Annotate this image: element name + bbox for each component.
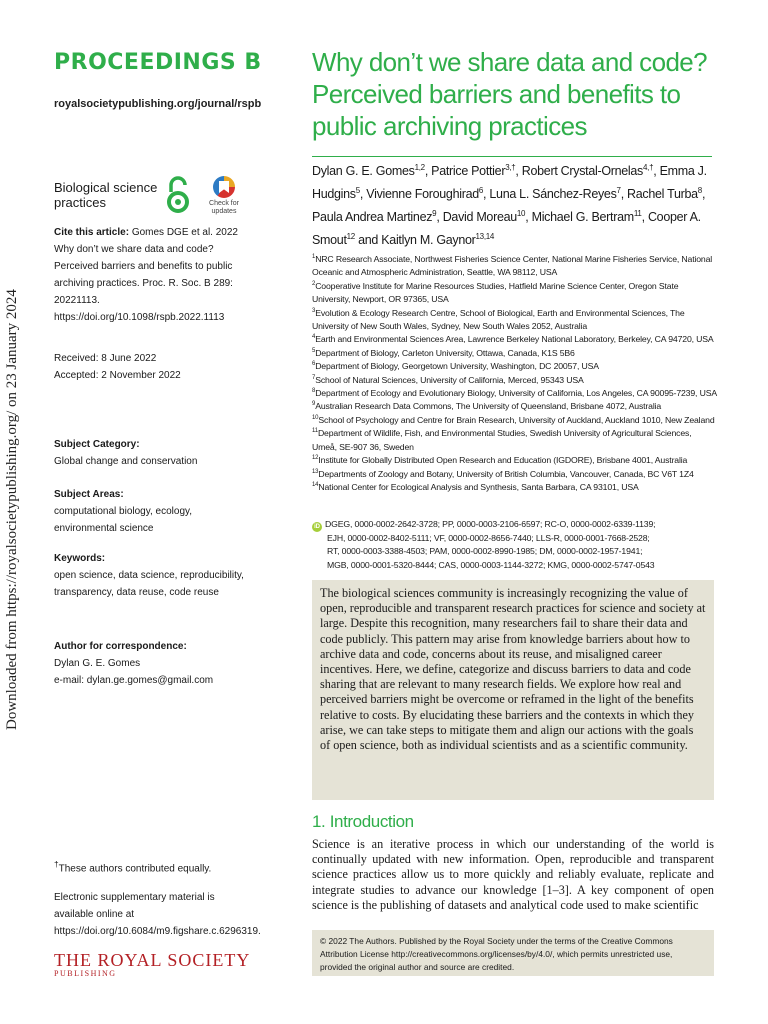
affiliation-number: 13 (312, 468, 319, 475)
subject-category (54, 436, 250, 470)
affiliation-item (312, 387, 717, 400)
check-for-updates-badge[interactable] (206, 176, 242, 216)
logo-line-1: THE ROYAL SOCIETY (54, 950, 251, 970)
affiliation-number: 14 (312, 482, 319, 489)
subject-areas-value: computational biology, ecology, environmental science (54, 506, 193, 534)
author-name-text: Cooper A. Smout (312, 210, 701, 247)
affiliation-text: Department of Biology, Carleton University, Ottawa, Canada, K1S 5B6 (315, 347, 575, 358)
author-list: Dylan G. E. Gomes$^{1,2}$, Patrice Pottier$^{3,\dagger}$, Robert Crystal-Ornelas$^{4,\dagger}$, Emma J. Hudgins$^5$, Vivienne Foroughirad$^6$, Luna L. Sánchez-Reyes$^7$, Rachel Turba$^8$, Paula Andrea Martinez$^9$, David Moreau$^{10}$, Michael G. Bertram$^{11}$, Cooper A. Smout$^{12}$ and Kaitlyn M. Gaynor$^{13,14}$ (312, 162, 707, 247)
cite-label: Cite this article: (54, 227, 130, 238)
received-date: Received: 8 June 2022 (54, 353, 157, 364)
affiliation-item (312, 307, 717, 334)
orcid-line-text[interactable]: RT, 0000-0003-3388-4503; PAM, 0000-0002-8990-1985; DM, 0000-0002-1957-1941; (327, 546, 643, 557)
author-name (312, 164, 425, 178)
author-affiliation-mark: 10 (516, 208, 526, 218)
author-name-text: Vivienne Foroughirad (366, 187, 479, 201)
author-name-text: Michael G. Bertram (531, 210, 634, 224)
orcid-icon[interactable]: iD (312, 522, 322, 532)
affiliation-text: Cooperative Institute for Marine Resources Studies, Hatfield Marine Science Center, Oregon State University, Newport, OR 97365, USA (312, 280, 679, 305)
author-name-text: Luna L. Sánchez-Reyes (489, 187, 617, 201)
author-name-text: Dylan G. E. Gomes (312, 164, 415, 178)
affiliation-item (312, 374, 717, 387)
affiliation-item (312, 360, 717, 373)
orcid-line-text[interactable]: DGEG, 0000-0002-2642-3728; PP, 0000-0003-2106-6597; RC-O, 0000-0002-6339-1139; (325, 519, 656, 529)
license-box: © 2022 The Authors. Published by the Royal Society under the terms of the Creative Commons Attribution License http://creativecommons.org/licenses/by/4.0/, which permits unrestricted use, provided the original author and source are credited. (312, 930, 714, 976)
keywords (54, 550, 250, 601)
author-affiliation-mark: 5 (355, 185, 360, 195)
affiliation-number: 12 (312, 455, 319, 462)
affiliation-text: Earth and Environmental Sciences Area, Lawrence Berkeley National Laboratory, Berkeley, CA 94720, USA (315, 334, 714, 345)
orcid-line (312, 532, 717, 545)
article-category: Biological science practices (54, 180, 158, 210)
affiliation-item (312, 253, 717, 280)
subject-areas (54, 486, 250, 537)
subject-category-label: Subject Category: (54, 439, 140, 450)
citation-block (54, 224, 250, 326)
dagger-mark: † (54, 859, 59, 869)
affiliation-text: Australian Research Data Commons, The University of Queensland, Brisbane 4072, Australia (315, 401, 662, 412)
affiliation-number: 2 (312, 280, 316, 287)
logo-line-2: PUBLISHING (54, 969, 117, 978)
author-name-text: Robert Crystal-Ornelas (521, 164, 643, 178)
orcid-line (312, 545, 717, 558)
author-affiliation-mark: 1,2 (414, 162, 425, 172)
affiliation-text: National Center for Ecological Analysis and Synthesis, Santa Barbara, CA 93101, USA (318, 481, 639, 492)
author-affiliation-mark: 8 (697, 185, 702, 195)
author-name (489, 187, 620, 201)
author-name-text: Kaitlyn M. Gaynor (381, 233, 476, 247)
affiliation-item (312, 427, 717, 454)
author-name-text: Paula Andrea Martinez (312, 210, 433, 224)
author-affiliation-mark: 11 (633, 208, 642, 218)
affiliation-item (312, 333, 717, 346)
author-name (366, 187, 483, 201)
orcid-line-text[interactable]: MGB, 0000-0001-5320-8444; CAS, 0000-0003-1144-3272; KMG, 0000-0002-5747-0543 (327, 559, 655, 570)
author-affiliation-mark: 9 (432, 208, 437, 218)
author-name (431, 164, 515, 178)
abstract-box: The biological sciences community is increasingly recognizing the value of open, reproducible and transparent research practices for science and society at large. Despite this recognition, many researchers fail to share their data and code publicly. This pattern may arise from knowledge barriers about how to archive data and code, concerns about its reuse, and misaligned career incentives. Here, we define, categorize and discuss barriers to data and code sharing that are relevant to many research fields. We explore how real and perceived barriers might be overcome or reframed in the light of the benefits relative to costs. By elucidating these barriers and the contexts in which they arise, we can take steps to mitigate them and align our actions with the goals of open science, both as individual scientists and as a scientific community. (312, 580, 714, 800)
affiliation-number: 10 (312, 414, 319, 421)
affiliation-text: Department of Wildlife, Fish, and Environmental Studies, Swedish University of Agricultural Sciences, Umeå, SE-907 36, Sweden (312, 428, 692, 452)
affiliation-text: Department of Biology, Georgetown University, Washington, DC 20057, USA (315, 361, 599, 372)
affiliations-list (312, 253, 717, 494)
author-name-text: Rachel Turba (627, 187, 698, 201)
check-for-updates-label: Check for updates (209, 200, 239, 215)
author-name (627, 187, 702, 201)
correspondence-label: Author for correspondence: (54, 641, 187, 652)
affiliation-item (312, 414, 717, 427)
author-name (532, 210, 642, 224)
author-name (312, 210, 436, 224)
author-name-text: David Moreau (442, 210, 517, 224)
section-heading-introduction: 1. Introduction (312, 812, 414, 831)
affiliation-item (312, 280, 717, 307)
orcid-line-text[interactable]: EJH, 0000-0002-8402-5111; VF, 0000-0002-8656-7440; LLS-R, 0000-0001-7668-2528; (327, 533, 650, 543)
affiliation-number: 6 (312, 361, 316, 368)
author-correspondence (54, 638, 250, 689)
affiliation-item (312, 481, 717, 494)
affiliation-text: Departments of Zoology and Botany, University of British Columbia, Vancouver, Canada, BC V6T 1Z4 (318, 468, 694, 479)
royal-society-logo (54, 950, 250, 978)
author-name (443, 210, 526, 224)
journal-url[interactable]: royalsocietypublishing.org/journal/rspb (54, 98, 262, 110)
supplementary-material-note: Electronic supplementary material is available online at https://doi.org/10.6084/m9.figshare.c.6296319. (54, 892, 261, 937)
equal-contribution-text: These authors contributed equally. (58, 863, 212, 875)
author-name-text: Patrice Pottier (431, 164, 506, 178)
author-name (522, 164, 653, 178)
affiliation-text: NRC Research Associate, Northwest Fisheries Science Center, National Marine Fisheries Service, National Oceanic and Atmospheric Administration, Seattle, WA 98112, USA (312, 254, 713, 278)
author-affiliation-mark: 12 (346, 231, 355, 241)
affiliation-number: 3 (312, 307, 316, 314)
affiliation-number: 8 (312, 388, 316, 395)
affiliation-text: Evolution & Ecology Research Centre, School of Biological, Earth and Environmental Sciences, The University of New South Wales, Sydney, New South Wales 2052, Australia (312, 307, 685, 332)
orcid-line (312, 559, 717, 572)
affiliation-number: 11 (312, 428, 318, 435)
affiliation-number: 9 (312, 401, 316, 408)
orcid-list (312, 518, 717, 572)
author-affiliation-mark: 3,† (505, 162, 516, 172)
correspondence-name: Dylan G. E. Gomes (54, 658, 141, 669)
affiliation-item (312, 468, 717, 481)
article-title: Why don’t we share data and code? Perceived barriers and benefits to public archiving practices (312, 47, 708, 141)
author-name (381, 233, 494, 247)
affiliation-text: Institute for Globally Distributed Open Research and Education (IGDORE), Brisbane 4001, Australia (318, 455, 688, 466)
keywords-label: Keywords: (54, 553, 106, 564)
author-affiliation-mark: 6 (478, 185, 484, 195)
journal-name: PROCEEDINGS B (54, 50, 262, 75)
author-name-text: Emma J. Hudgins (312, 164, 707, 201)
affiliation-text: School of Natural Sciences, University of California, Merced, 95343 USA (315, 374, 584, 385)
affiliation-text: Department of Ecology and Evolutionary Biology, University of California, Los Angeles, CA 90095-7239, USA (315, 388, 717, 399)
dates-block (54, 350, 250, 384)
introduction-text: Science is an iterative process in which our understanding of the world is continually updated with new information. Open, reproducible and transparent science practices allow us to more quickly and reliably evaluate, replicate and integrate studies to advance our knowledge [1–3]. A key component of open science is the publishing of datasets and analytical code used to make scientific (312, 837, 714, 912)
author-affiliation-mark: 13,14 (475, 231, 495, 241)
affiliation-number: 4 (312, 334, 316, 341)
cite-text: Gomes DGE et al. 2022 Why don’t we share data and code? Perceived barriers and benefits to public archiving practices. Proc. R. Soc. B 289: 20221113. https://doi.org/10.1098/rspb.2022.1113 (54, 227, 238, 323)
subject-areas-label: Subject Areas: (54, 489, 124, 500)
keywords-value: open science, data science, reproducibility, transparency, data reuse, code reuse (54, 570, 244, 598)
bookmark-icon (213, 176, 235, 198)
orcid-line (312, 518, 717, 532)
affiliation-number: 7 (312, 374, 316, 381)
subject-category-value: Global change and conservation (54, 456, 198, 467)
affiliation-text: School of Psychology and Centre for Brain Research, University of Auckland, Auckland 1010, New Zealand (318, 414, 715, 425)
equal-contribution-footnote (54, 856, 250, 877)
title-divider (312, 156, 712, 157)
accepted-date: Accepted: 2 November 2022 (54, 370, 181, 381)
author-affiliation-mark: 7 (616, 185, 621, 195)
affiliation-item (312, 400, 717, 413)
download-stamp: Downloaded from https://royalsocietypublishing.org/ on 23 January 2024 (4, 289, 20, 730)
affiliation-number: 5 (312, 347, 316, 354)
author-affiliation-mark: 4,† (643, 162, 654, 172)
open-access-lock-icon (165, 176, 191, 214)
affiliation-item (312, 454, 717, 467)
affiliation-number: 1 (312, 254, 316, 261)
correspondence-email[interactable]: e-mail: dylan.ge.gomes@gmail.com (54, 675, 214, 686)
affiliation-item (312, 347, 717, 360)
